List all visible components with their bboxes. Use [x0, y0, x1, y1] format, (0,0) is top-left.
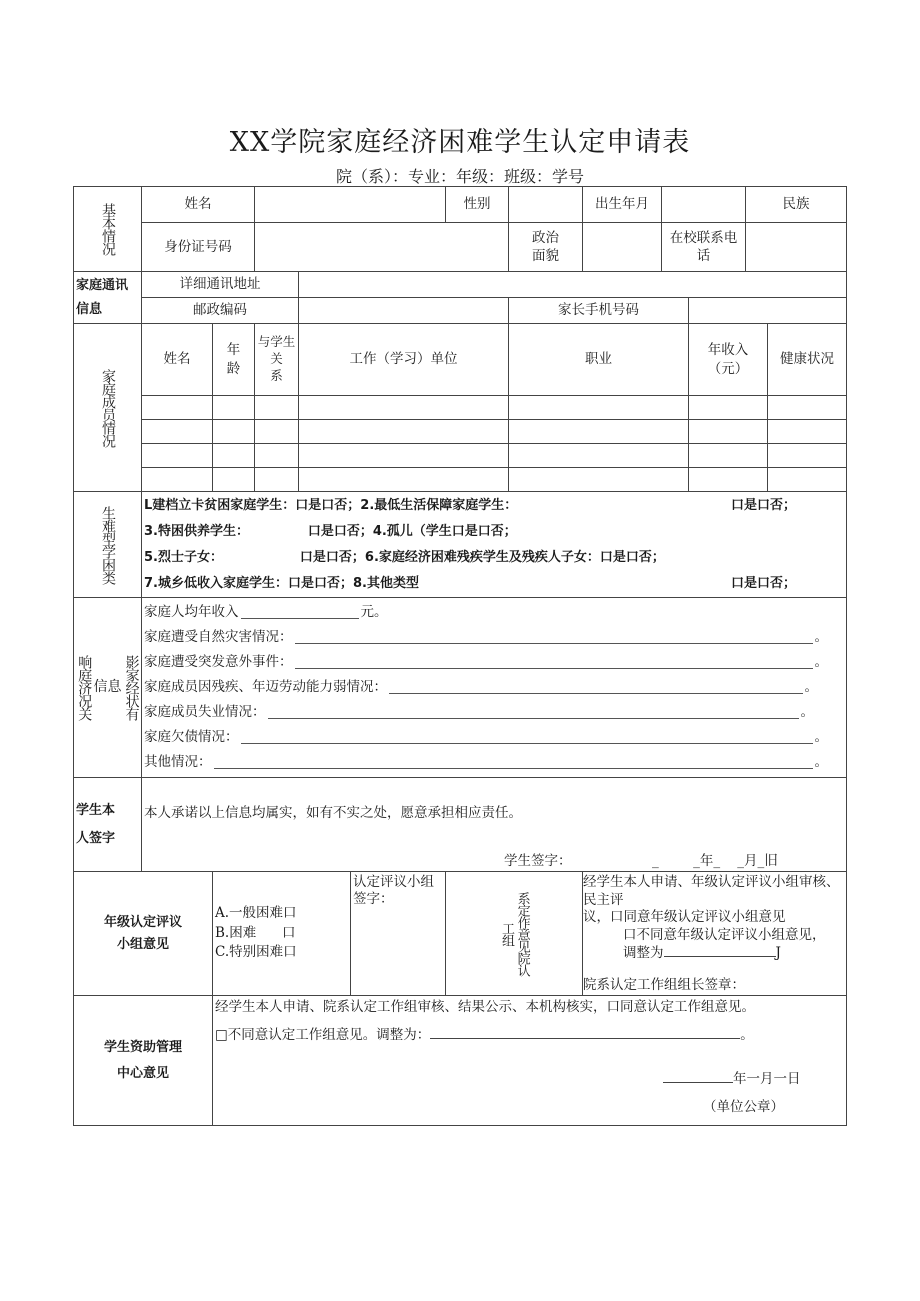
dept-disagree-option[interactable]: 口不同意年级认定评议小组意见， — [623, 926, 826, 943]
family-relation-cell[interactable] — [255, 420, 299, 444]
center-seal: （单位公章） — [703, 1099, 784, 1115]
group-sign-cell[interactable]: 认定评议小组 签字： — [351, 872, 446, 996]
family-header-relation: 与学生关 系 — [255, 324, 299, 396]
family-header-age: 年 龄 — [213, 324, 255, 396]
center-agree-text[interactable]: 经学生本人申请、院系认定工作组审核、结果公示、本机构核实，口同意认定工作组意见。 — [215, 999, 755, 1015]
family-row — [74, 444, 847, 468]
center-section-label: 学生资助管理 中心意见 — [74, 996, 213, 1126]
family-work-cell[interactable] — [299, 468, 509, 492]
name-field[interactable] — [255, 187, 446, 223]
grade-level-options — [213, 872, 351, 996]
family-relation-cell[interactable] — [255, 444, 299, 468]
dept-agree-option[interactable]: 议，口同意年级认定评议小组意见 — [583, 909, 786, 926]
family-relation-cell[interactable] — [255, 396, 299, 420]
id-number-label: 身份证号码 — [142, 223, 255, 272]
page-title: XX学院家庭经济困难学生认定申请表 — [229, 127, 691, 158]
option-general[interactable]: A.一般困难口 — [215, 905, 297, 921]
parent-phone-field[interactable] — [689, 298, 847, 324]
family-income-cell[interactable] — [689, 396, 768, 420]
difficulty-line-3[interactable]: 5.烈士子女： 口是口否；6.家庭经济困难残疾学生及残疾人子女：口是口否； — [144, 549, 665, 565]
contact-phone-field[interactable] — [746, 223, 847, 272]
family-row — [74, 396, 847, 420]
postcode-label: 邮政编码 — [142, 298, 299, 324]
basic-section-label: 基本情况 — [74, 187, 142, 272]
difficulty-line-2[interactable]: 3.特困供养学生： 口是口否；4.孤儿（学生口是口否； — [144, 523, 517, 539]
family-header-work: 工作（学习）单位 — [299, 324, 509, 396]
family-work-cell[interactable] — [299, 396, 509, 420]
option-difficult[interactable]: B.困难 口 — [215, 924, 296, 941]
difficulty-line-1[interactable]: L建档立卡贫困家庭学生：口是口否；2.最低生活保障家庭学生： — [144, 497, 518, 513]
family-row — [74, 420, 847, 444]
family-age-cell[interactable] — [213, 396, 255, 420]
family-job-cell[interactable] — [509, 444, 689, 468]
difficulty-options — [142, 492, 847, 598]
family-header-income: 年收入 （元） — [689, 324, 768, 396]
id-number-field[interactable] — [255, 223, 509, 272]
family-income-cell[interactable] — [689, 468, 768, 492]
page-subtitle: 院（系）：专业：年级：班级：学号 — [335, 167, 584, 186]
family-age-cell[interactable] — [213, 420, 255, 444]
political-field[interactable] — [583, 223, 662, 272]
parent-phone-label: 家长手机号码 — [509, 298, 689, 324]
affecting-item[interactable]: 家庭遭受自然灾害情况： 。 — [144, 629, 829, 645]
contact-phone-label: 在校联系电 话 — [662, 223, 746, 272]
political-label: 政治 面貌 — [509, 223, 583, 272]
family-income-cell[interactable] — [689, 420, 768, 444]
difficulty-line-4[interactable]: 7.城乡低收入家庭学生：口是口否；8.其他类型 — [144, 575, 419, 591]
affecting-item[interactable]: 家庭成员失业情况： 。 — [144, 704, 815, 720]
ethnicity-label: 民族 — [746, 187, 847, 223]
dept-adjust-line[interactable]: 调整为 J — [623, 945, 781, 962]
contact-section-label: 家庭通讯 信息 — [74, 272, 142, 324]
student-sign-section-label: 学生本 人签字 — [74, 778, 142, 872]
affecting-info — [142, 598, 847, 778]
dept-opinion-cell: 经学生本人申请、年级认定评议小组审核、民主评 议，口同意年级认定评议小组意见 口不同意年级认定评议小组意见， 调整为 J 院系认定工作组组长签章： — [583, 872, 847, 996]
student-sign-label[interactable]: 学生签字： — [504, 853, 572, 869]
center-opinion-cell — [213, 996, 847, 1126]
family-income-cell[interactable] — [689, 444, 768, 468]
family-header-health: 健康状况 — [768, 324, 847, 396]
family-name-cell[interactable] — [142, 396, 213, 420]
family-health-cell[interactable] — [768, 396, 847, 420]
postcode-field[interactable] — [299, 298, 509, 324]
difficulty-line-1-choice[interactable]: 口是口否； — [731, 497, 797, 513]
gender-label: 性别 — [446, 187, 509, 223]
birth-label: 出生年月 — [583, 187, 662, 223]
family-header-job: 职业 — [509, 324, 689, 396]
family-name-cell[interactable] — [142, 468, 213, 492]
grade-review-section-label: 年级认定评议 小组意见 — [74, 872, 213, 996]
address-label: 详细通讯地址 — [142, 272, 299, 298]
difficulty-line-4-choice[interactable]: 口是口否； — [731, 575, 797, 591]
student-sign-cell — [142, 778, 847, 872]
income-line: 家庭人均年收入 元。 — [144, 604, 388, 620]
family-section-label: 家庭成员情况 — [74, 324, 142, 492]
affecting-item[interactable]: 家庭欠债情况： 。 — [144, 729, 829, 745]
center-disagree-line[interactable]: □不同意认定工作组意见。调整为： 。 — [215, 1027, 754, 1043]
family-work-cell[interactable] — [299, 420, 509, 444]
affecting-section-label: 响庭济况关 信息 影家经状有 — [74, 598, 142, 778]
family-name-cell[interactable] — [142, 420, 213, 444]
family-health-cell[interactable] — [768, 468, 847, 492]
family-name-cell[interactable] — [142, 444, 213, 468]
family-health-cell[interactable] — [768, 444, 847, 468]
family-health-cell[interactable] — [768, 420, 847, 444]
family-relation-cell[interactable] — [255, 468, 299, 492]
option-very-difficult[interactable]: C.特别困难口 — [215, 944, 297, 961]
family-job-cell[interactable] — [509, 468, 689, 492]
family-job-cell[interactable] — [509, 396, 689, 420]
pledge-text: 本人承诺以上信息均属实，如有不实之处，愿意承担相应责任。 — [144, 805, 522, 821]
application-form — [73, 186, 847, 1126]
family-job-cell[interactable] — [509, 420, 689, 444]
gender-field[interactable] — [509, 187, 583, 223]
difficulty-section-label: 生难型学困类 — [74, 492, 142, 598]
dept-sign[interactable]: 院系认定工作组组长签章： — [583, 976, 746, 993]
family-header-name: 姓名 — [142, 324, 213, 396]
birth-field[interactable] — [662, 187, 746, 223]
affecting-item[interactable]: 其他情况： 。 — [144, 754, 829, 770]
family-age-cell[interactable] — [213, 468, 255, 492]
family-age-cell[interactable] — [213, 444, 255, 468]
affecting-item[interactable]: 家庭遭受突发意外事件： 。 — [144, 654, 829, 670]
name-label: 姓名 — [142, 187, 255, 223]
affecting-item[interactable]: 家庭成员因残疾、年迈劳动能力弱情况： 。 — [144, 679, 819, 695]
center-date[interactable]: 年一月一日 — [663, 1070, 801, 1088]
address-field[interactable] — [299, 272, 847, 298]
dept-section-label: 工组 系定作意见院认 — [446, 872, 583, 996]
student-sign-date[interactable]: _ _年_ _月_旧 — [652, 853, 778, 869]
family-row — [74, 468, 847, 492]
family-work-cell[interactable] — [299, 444, 509, 468]
